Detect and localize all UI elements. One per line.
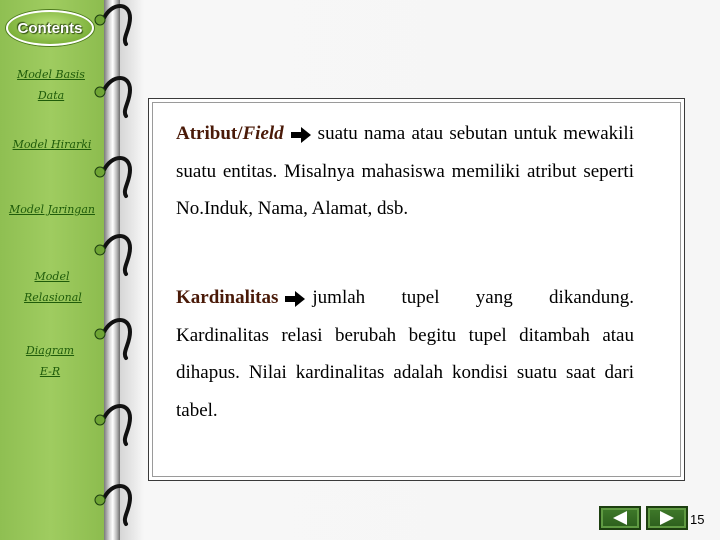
definition-atribut — [176, 115, 634, 228]
sidebar-item-model-basis-data[interactable]: Model Basis Data — [17, 68, 85, 102]
term-field: Field — [242, 123, 284, 144]
arrow-right-icon — [290, 127, 312, 143]
binder-hole-icon — [95, 87, 105, 97]
binder-hole-icon — [95, 495, 105, 505]
contents-label: Contents — [17, 19, 83, 37]
next-slide-button[interactable] — [646, 506, 688, 530]
sidebar-item-model-jaringan[interactable]: Model Jaringan — [9, 203, 95, 216]
definition-kardinalitas — [176, 279, 634, 429]
sidebar-item-model-hirarki[interactable]: Model Hirarki — [12, 138, 92, 151]
binder-ring-icon — [104, 158, 130, 196]
definition-atribut-text: suatu nama atau sebutan untuk mewakili suatu entitas. Misalnya mahasiswa memiliki atribut seperti No.Induk, Nama, Alamat, dsb. — [176, 123, 634, 219]
page-number: 15 — [690, 512, 705, 527]
definition-kardinalitas-text: jumlah tupel yang dikandung. Kardinalitas relasi berubah begitu tupel ditambah atau dihapus. Nilai kardinalitas adalah kondisi suatu saat dari tabel. — [176, 287, 634, 421]
binder-ring-icon — [104, 320, 130, 358]
binder-hole-icon — [95, 245, 105, 255]
binder-ring-icon — [104, 78, 130, 116]
arrow-right-icon — [284, 291, 306, 307]
binder-ring-icon — [104, 236, 130, 274]
binder-hole-icon — [95, 329, 105, 339]
binder-hole-icon — [95, 167, 105, 177]
binder-rings — [86, 0, 146, 540]
triangle-right-icon — [658, 510, 676, 526]
binder-hole-icon — [95, 15, 105, 25]
binder-hole-icon — [95, 415, 105, 425]
sidebar-item-diagram-er[interactable]: Diagram E-R — [25, 344, 75, 378]
term-atribut: Atribut/ — [176, 123, 243, 144]
binder-ring-icon — [104, 486, 130, 524]
previous-slide-button[interactable] — [599, 506, 641, 530]
triangle-left-icon — [611, 510, 629, 526]
contents-badge — [6, 10, 94, 46]
sidebar-item-model-relasional[interactable]: Model Relasional — [24, 270, 82, 304]
binder-ring-icon — [104, 6, 130, 44]
term-kardinalitas: Kardinalitas — [176, 287, 279, 308]
binder-ring-icon — [104, 406, 130, 444]
